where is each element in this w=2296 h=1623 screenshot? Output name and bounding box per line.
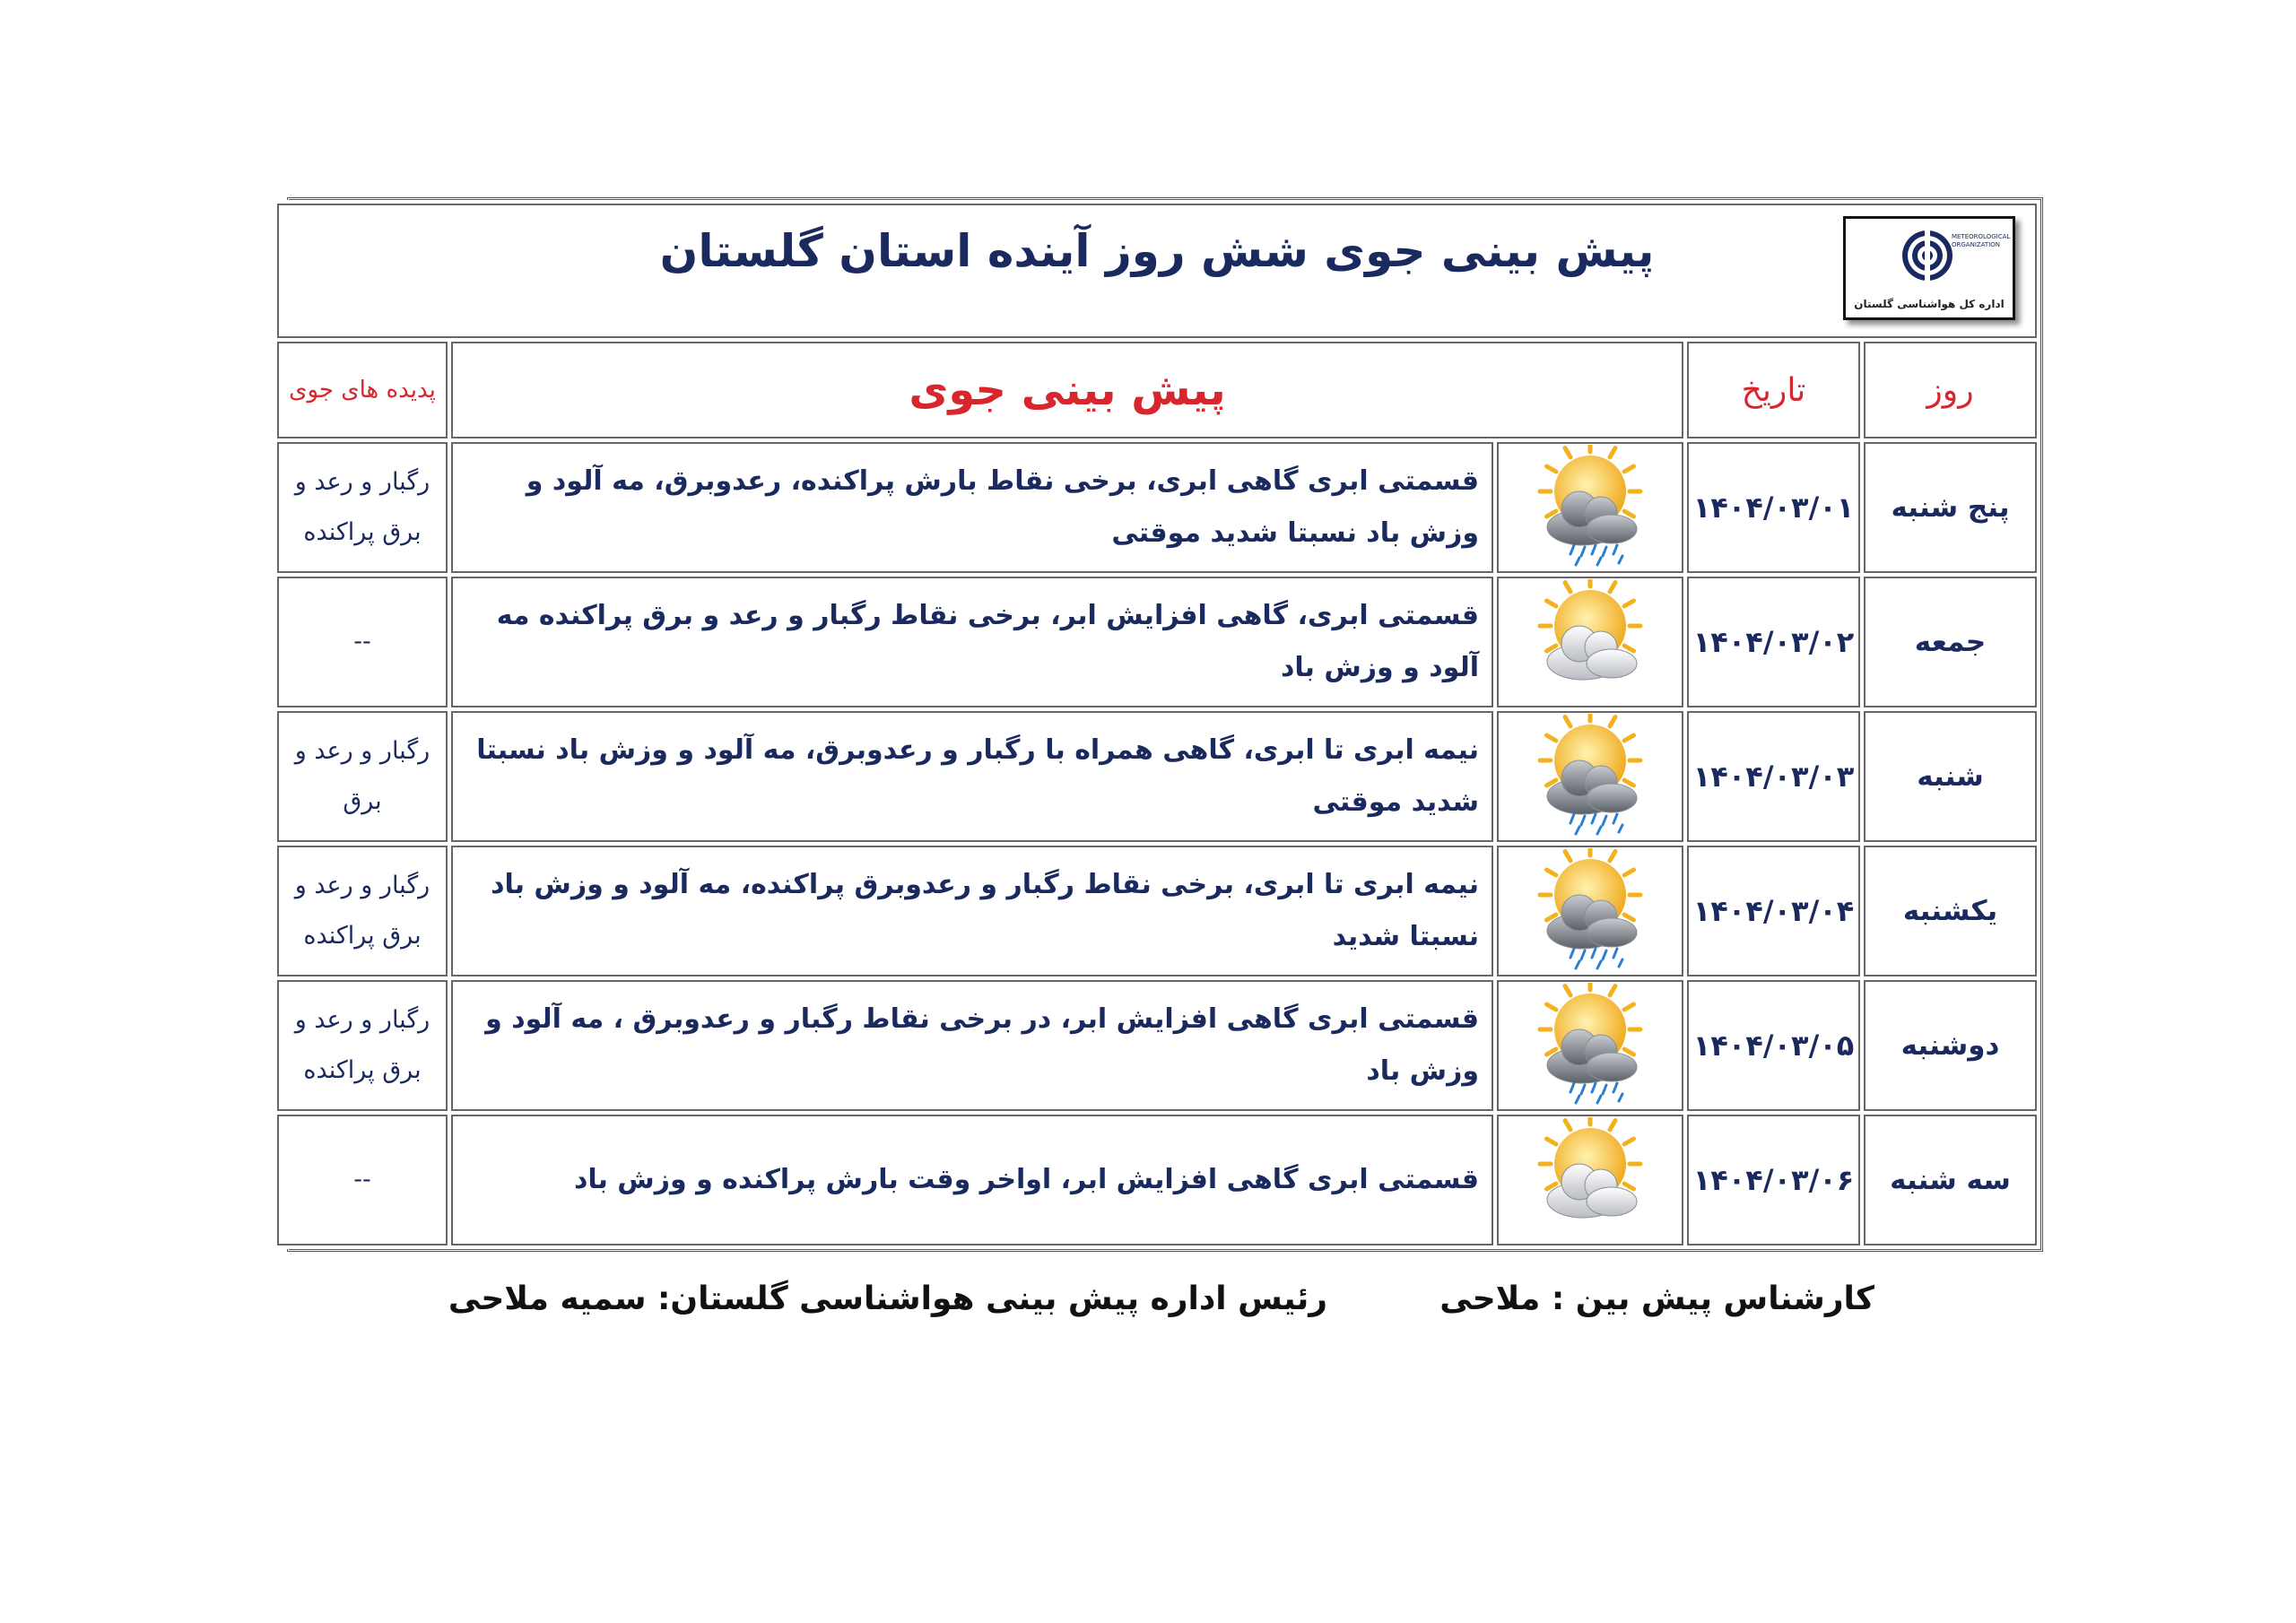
phenomena-cell: -- [277, 1115, 448, 1245]
weather-icon-cell [1497, 846, 1683, 976]
forecast-description-cell: قسمتی ابری گاهی افزایش ابر، در برخی نقاط رگبار و رعدوبرق ، مه آلود و وزش باد [451, 980, 1493, 1111]
sun-cloud-rain-icon [1527, 848, 1653, 974]
weather-icon-cell [1497, 577, 1683, 707]
date-cell: ۱۴۰۴/۰۳/۰۶ [1687, 1115, 1860, 1245]
sun-cloud-icon [1527, 579, 1653, 705]
phenomena-cell: رگبار و رعد و برق پراکنده [277, 442, 448, 573]
sun-cloud-icon [1527, 1117, 1653, 1243]
forecast-description-cell: نیمه ابری تا ابری، برخی نقاط رگبار و رعدوبرق پراکنده، مه آلود و وزش باد نسبتا شدید [451, 846, 1493, 976]
phenomena-cell: -- [277, 577, 448, 707]
forecast-description-cell: نیمه ابری تا ابری، گاهی همراه با رگبار و رعدوبرق، مه آلود و وزش باد نسبتا شدید موقتی [451, 711, 1493, 842]
forecast-description-cell: قسمتی ابری گاهی افزایش ابر، اواخر وقت بارش پراکنده و وزش باد [451, 1115, 1493, 1245]
column-header-forecast: پیش بینی جوی [451, 342, 1683, 438]
page-title: پیش بینی جوی شش روز آینده استان گلستان [659, 225, 1655, 277]
logo-org-fa: اداره کل هواشناسی گلستان [1854, 298, 2005, 310]
forecast-sheet [287, 197, 2043, 1252]
forecast-expert: کارشناس پیش بین : ملاحی [1439, 1280, 1874, 1317]
weather-icon-cell [1497, 442, 1683, 573]
day-cell: جمعه [1864, 577, 2037, 707]
sun-cloud-rain-icon [1527, 714, 1653, 839]
phenomena-cell: رگبار و رعد و برق پراکنده [277, 846, 448, 976]
date-cell: ۱۴۰۴/۰۳/۰۲ [1687, 577, 1860, 707]
phenomena-cell: رگبار و رعد و برق پراکنده [277, 980, 448, 1111]
table-row [277, 846, 2037, 976]
table-row [277, 711, 2037, 842]
table-row [277, 442, 2037, 573]
forecast-description-cell: قسمتی ابری گاهی ابری، برخی نقاط بارش پراکنده، رعدوبرق، مه آلود و وزش باد نسبتا شدید موقتی [451, 442, 1493, 573]
day-cell: دوشنبه [1864, 980, 2037, 1111]
phenomena-cell: رگبار و رعد و برق [277, 711, 448, 842]
sun-cloud-rain-icon [1527, 445, 1653, 570]
day-cell: یکشنبه [1864, 846, 2037, 976]
title-row [277, 204, 2037, 338]
day-cell: پنج شنبه [1864, 442, 2037, 573]
table-row [277, 577, 2037, 707]
sun-cloud-rain-icon [1527, 983, 1653, 1108]
weather-icon-cell [1497, 711, 1683, 842]
date-cell: ۱۴۰۴/۰۳/۰۳ [1687, 711, 1860, 842]
forecast-description-cell: قسمتی ابری، گاهی افزایش ابر، برخی نقاط رگبار و رعد و برق پراکنده مه آلود و وزش باد [451, 577, 1493, 707]
logo-org-en: METEOROLOGICAL ORGANIZATION [1952, 233, 2011, 248]
forecast-table [274, 200, 2040, 1249]
title-cell [277, 204, 2037, 338]
column-header-day: روز [1864, 342, 2037, 438]
date-cell: ۱۴۰۴/۰۳/۰۵ [1687, 980, 1860, 1111]
table-header-row [277, 342, 2037, 438]
day-cell: سه شنبه [1864, 1115, 2037, 1245]
weather-icon-cell [1497, 1115, 1683, 1245]
department-head: رئیس اداره پیش بینی هواشناسی گلستان: سمیه ملاحی [448, 1280, 1327, 1317]
table-row [277, 1115, 2037, 1245]
column-header-phenomena: پدیده های جوی [277, 342, 448, 438]
day-cell: شنبه [1864, 711, 2037, 842]
column-header-date: تاریخ [1687, 342, 1860, 438]
table-row [277, 980, 2037, 1111]
weather-icon-cell [1497, 980, 1683, 1111]
date-cell: ۱۴۰۴/۰۳/۰۱ [1687, 442, 1860, 573]
date-cell: ۱۴۰۴/۰۳/۰۴ [1687, 846, 1860, 976]
